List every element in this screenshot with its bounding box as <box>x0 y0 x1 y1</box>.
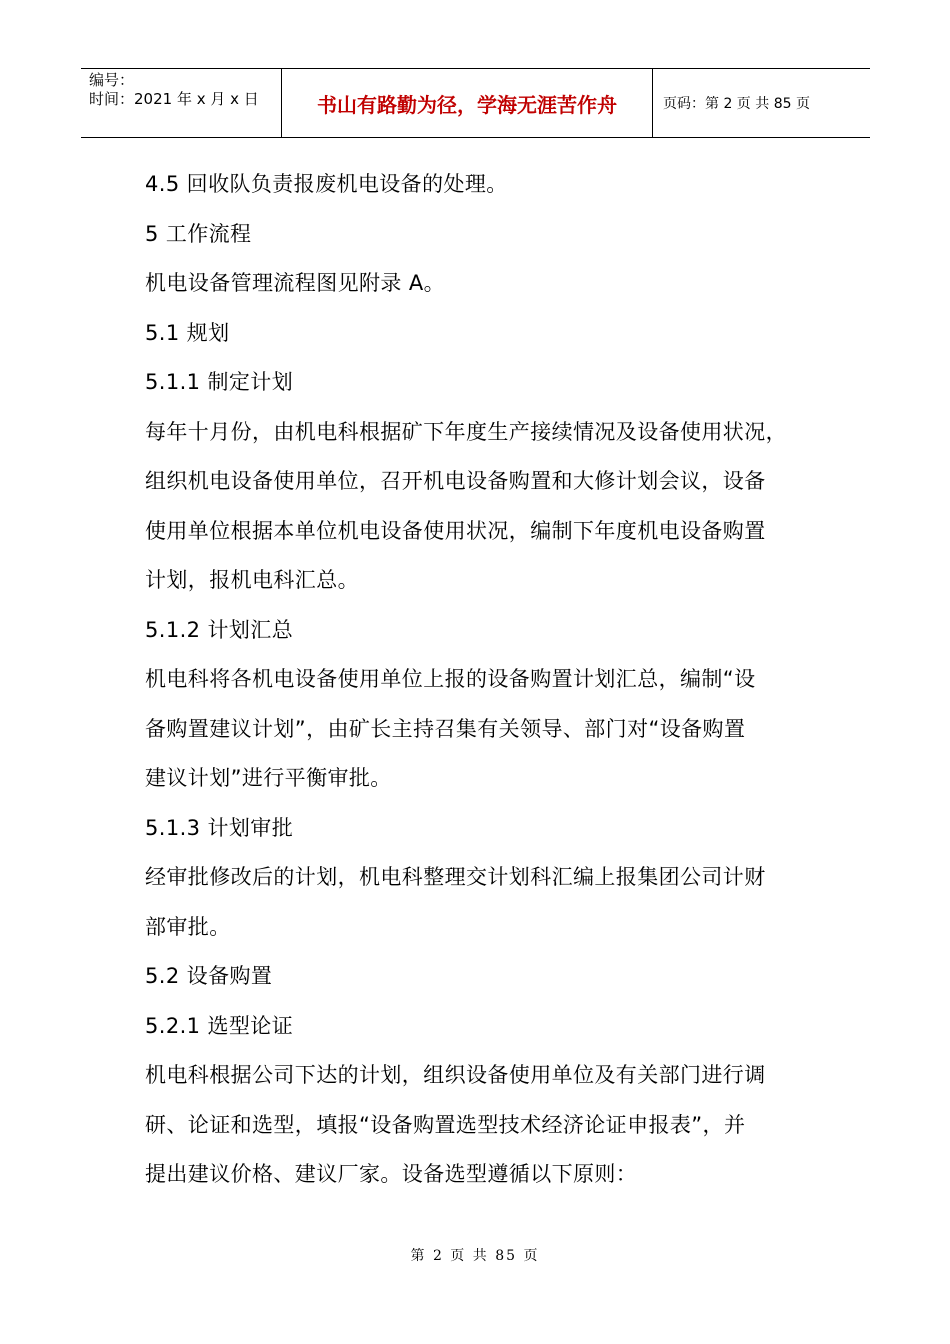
text-line: 4.5 回收队负责报废机电设备的处理。 <box>145 172 508 196</box>
text-line: 备购置建议计划”，由矿长主持召集有关领导、部门对“设备购置 <box>145 716 746 741</box>
page-footer: 第 2 页 共 85 页 <box>410 1248 540 1264</box>
text-line: 经审批修改后的计划，机电科整理交计划科汇编上报集团公司计财 <box>145 865 766 889</box>
text-line: 机电科根据公司下达的计划，组织设备使用单位及有关部门进行调 <box>145 1063 766 1087</box>
text-line: 计划，报机电科汇总。 <box>145 568 359 592</box>
section-heading: 5.1 规划 <box>145 320 230 345</box>
number-label: 编号： <box>89 71 135 89</box>
section-heading: 5.1.2 计划汇总 <box>145 617 294 642</box>
header-motto: 书山有路勤为径，学海无涯苦作舟 <box>282 69 653 137</box>
text-line: 研、论证和选型，填报“设备购置选型技术经济论证申报表”，并 <box>145 1112 746 1137</box>
text-line: 部审批。 <box>145 914 231 939</box>
section-heading: 5.1.1 制定计划 <box>145 370 294 394</box>
text-line: 建议计划”进行平衡审批。 <box>145 766 392 790</box>
document-body <box>145 160 805 1200</box>
text-line: 每年十月份，由机电科根据矿下年度生产接续情况及设备使用状况， <box>145 419 787 444</box>
text-line: 使用单位根据本单位机电设备使用状况，编制下年度机电设备购置 <box>145 518 766 543</box>
header-page-info: 页码：第 2 页 共 85 页 <box>663 96 810 112</box>
text-line: 机电科将各机电设备使用单位上报的设备购置计划汇总，编制“设 <box>145 667 756 691</box>
text-line: 组织机电设备使用单位，召开机电设备购置和大修计划会议，设备 <box>145 469 766 493</box>
time-label: 时间：2021 年 x 月 x 日 <box>89 90 259 108</box>
text-line: 机电设备管理流程图见附录 A。 <box>145 271 446 295</box>
header-meta-cell <box>81 69 282 137</box>
text-line: 提出建议价格、建议厂家。设备选型遵循以下原则： <box>145 1162 638 1186</box>
section-heading: 5.2 设备购置 <box>145 964 273 988</box>
section-heading: 5.1.3 计划审批 <box>145 815 294 840</box>
section-heading: 5.2.1 选型论证 <box>145 1013 294 1038</box>
section-heading: 5 工作流程 <box>145 221 252 246</box>
page-header <box>81 68 870 138</box>
